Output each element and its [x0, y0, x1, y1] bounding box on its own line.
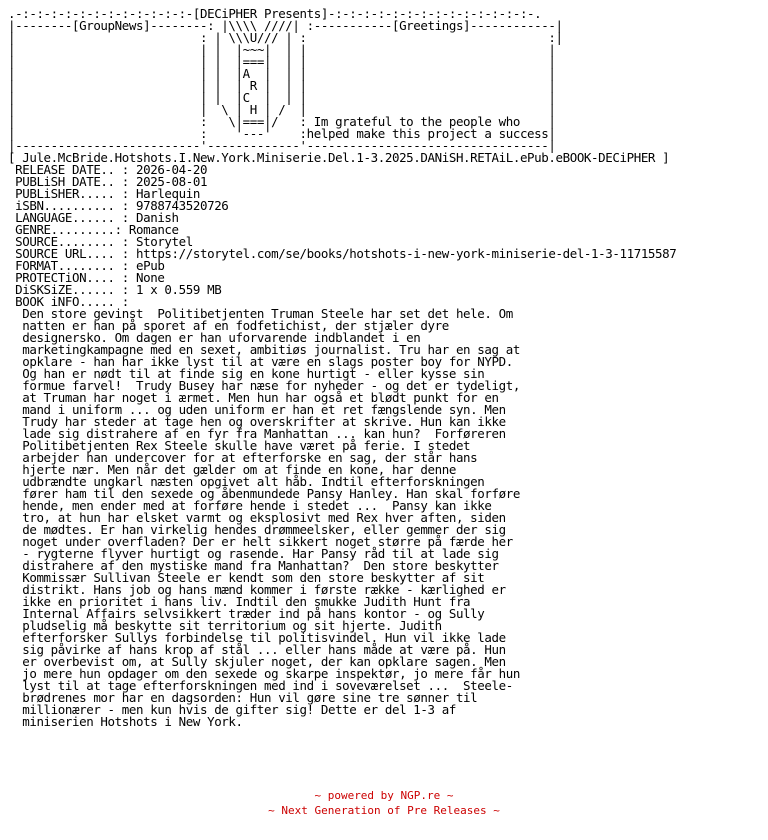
powered-by-suffix: ~	[440, 789, 454, 802]
footer	[0, 788, 768, 818]
powered-by-line	[0, 788, 768, 803]
nfo-line: lyst til at tage efterforskningen med ind i soveværelset ... Steele-	[8, 678, 513, 693]
nfo-line: - rygterne flyver hurtigt og rasende. Har Pansy råd til at lade sig	[8, 546, 499, 561]
nfo-line: [ Jule.McBride.Hotshots.I.New.York.Miniserie.Del.1-3.2025.DANiSH.RETAiL.ePub.eBOOK-DECiPHER ]	[8, 150, 670, 165]
nfo-line: millionærer - men kun hvis de gifter sig! Dette er del 1-3 af	[8, 702, 456, 717]
nfo-line: SOURCE URL.... : https://storytel.com/se/books/hotshots-i-new-york-miniserie-del-1-3-11715587	[8, 246, 677, 261]
nfo-line: efterforsker Sullys forbindelse til politisvindel. Hun vil ikke lade	[8, 630, 506, 645]
nfo-line: distrikt. Hans job og hans mænd kommer i første række - kærlighed er	[8, 582, 506, 597]
nfo-line: marketingkampagne med en sexet, ambitiøs journalist. Tru har en sag at	[8, 342, 520, 357]
nfo-line: designersko. Om dagen er han uforvarende indblandet i en	[8, 330, 421, 345]
nfo-line: FORMAT........ : ePub	[8, 258, 165, 273]
nfo-line: opklare - han har ikke lyst til at være en slags poster boy for NYPD.	[8, 354, 513, 369]
nfo-line: ikke en prioritet i hans liv. Indtil den smukke Judith Hunt fra	[8, 594, 471, 609]
nfo-line: er overbevist om, at Sully skjuler noget, der kan opklare sagen. Men	[8, 654, 506, 669]
nfo-line: at Truman har noget i ærmet. Men hun har også et blødt punkt for en	[8, 390, 499, 405]
nfo-line: lade sig distrahere af en fyr fra Manhattan ... kan hun? Forføreren	[8, 426, 506, 441]
nfo-line: | | | |===| | | |	[8, 54, 556, 69]
nfo-line: de mødtes. Er han virkelig hendes drømmeelsker, eller gemmer der sig	[8, 522, 506, 537]
nfo-line: | : | \\\U/// | : :|	[8, 30, 563, 45]
nfo-line: SOURCE........ : Storytel	[8, 234, 193, 249]
nfo-line: | | | | R | | | |	[8, 78, 556, 93]
nfo-line: tro, at hun har elsket varmt og eksplosivt med Rex hver aften, siden	[8, 510, 506, 525]
nfo-line: miniserien Hotshots i New York.	[8, 714, 243, 729]
nfo-line: DiSKSiZE...... : 1 x 0.559 MB	[8, 282, 222, 297]
nfo-line: Og han er nødt til at finde sig en kone hurtigt - eller kysse sin	[8, 366, 485, 381]
nfo-line: |--------------------------'-------------'----------------------------------|	[8, 138, 556, 153]
nfo-line: LANGUAGE...... : Danish	[8, 210, 179, 225]
nfo-line: jo mere hun opdager om den sexede og skarpe inspektør, jo mere får hun	[8, 666, 520, 681]
nfo-line: hende, men ender med at forføre hende i stedet ... Pansy kan ikke	[8, 498, 492, 513]
nfo-line: RELEASE DATE.. : 2026-04-20	[8, 162, 208, 177]
nfo-line: Trudy har steder at tage hen og overskrifter at skrive. Hun kan ikke	[8, 414, 506, 429]
nfo-line: Politibetjenten Rex Steele skulle have været på ferie. I stedet	[8, 438, 471, 453]
nfo-line: noget under overfladen? Der er helt sikkert noget større på færde her	[8, 534, 513, 549]
nfo-line: arbejder han undercover for at efterforske en sag, der står hans	[8, 450, 478, 465]
nfo-line: mand i uniform ... og uden uniform er han et ret fængslende syn. Men	[8, 402, 506, 417]
nfo-line: Internal Affairs selvsikkert træder ind på hans kontor - og Sully	[8, 606, 485, 621]
nfo-line: iSBN.......... : 9788743520726	[8, 198, 229, 213]
nfo-line: udbrændte ungkarl næsten opgivet alt håb. Indtil efterforskningen	[8, 474, 485, 489]
nfo-line: GENRE.........: Romance	[8, 222, 179, 237]
nfo-line: distrahere af den mystiske mand fra Manhattan? Den store beskytter	[8, 558, 499, 573]
nfo-line: PUBLiSHER..... : Harlequin	[8, 186, 200, 201]
nfo-line: formue farvel! Trudy Busey har næse for nyheder - og det er tydeligt,	[8, 378, 520, 393]
nfo-line: |--------[GroupNews]--------: |\\\\ ////| :-----------[Greetings]------------|	[8, 18, 563, 33]
nfo-text-block	[8, 8, 758, 728]
nfo-line: PUBLiSH DATE.. : 2025-08-01	[8, 174, 208, 189]
nfo-line: .-:-:-:-:-:-:-:-:-:-:-:-:-[DECiPHER Presents]-:-:-:-:-:-:-:-:-:-:-:-:-:-:-.	[8, 6, 542, 21]
nfo-line: | | | |A | | | |	[8, 66, 556, 81]
nfo-line: | | | |C | | | |	[8, 90, 556, 105]
nfo-line: BOOK iNFO..... :	[8, 294, 129, 309]
powered-by-prefix: ~ powered by	[314, 789, 401, 802]
nfo-line: pludselig må beskytte sit territorium og sit hjerte. Judith	[8, 618, 442, 633]
tagline: ~ Next Generation of Pre Releases ~	[268, 804, 500, 817]
nfo-line: Kommissær Sullivan Steele er kendt som den store beskytter af sit	[8, 570, 485, 585]
nfo-line: natten er han på sporet af en fodfetichist, der stjæler dyre	[8, 318, 449, 333]
nfo-line: Den store gevinst Politibetjenten Truman Steele har set det hele. Om	[8, 306, 513, 321]
nfo-line: | | | |~~~| | | |	[8, 42, 556, 57]
nfo-line: | : \|===|/ : Im grateful to the people who |	[8, 114, 556, 129]
nfo-line: sig påvirke af hans krop af stål ... eller hans måde at være på. Hun	[8, 642, 506, 657]
nfo-line: | | \ | H | / | |	[8, 102, 556, 117]
nfo-line: brødrenes mor har en dagsorden: Hun vil gøre sine tre sønner til	[8, 690, 478, 705]
nfo-line: PROTECTiON.... : None	[8, 270, 165, 285]
nfo-line: hjerte nær. Men når det gælder om at finde en kone, har denne	[8, 462, 456, 477]
nfo-line: | : '---' :helped make this project a success|	[8, 126, 556, 141]
nfo-line: fører ham til den sexede og åbenmundede Pansy Hanley. Han skal forføre	[8, 486, 520, 501]
ngp-link[interactable]: NGP.re	[400, 789, 441, 802]
